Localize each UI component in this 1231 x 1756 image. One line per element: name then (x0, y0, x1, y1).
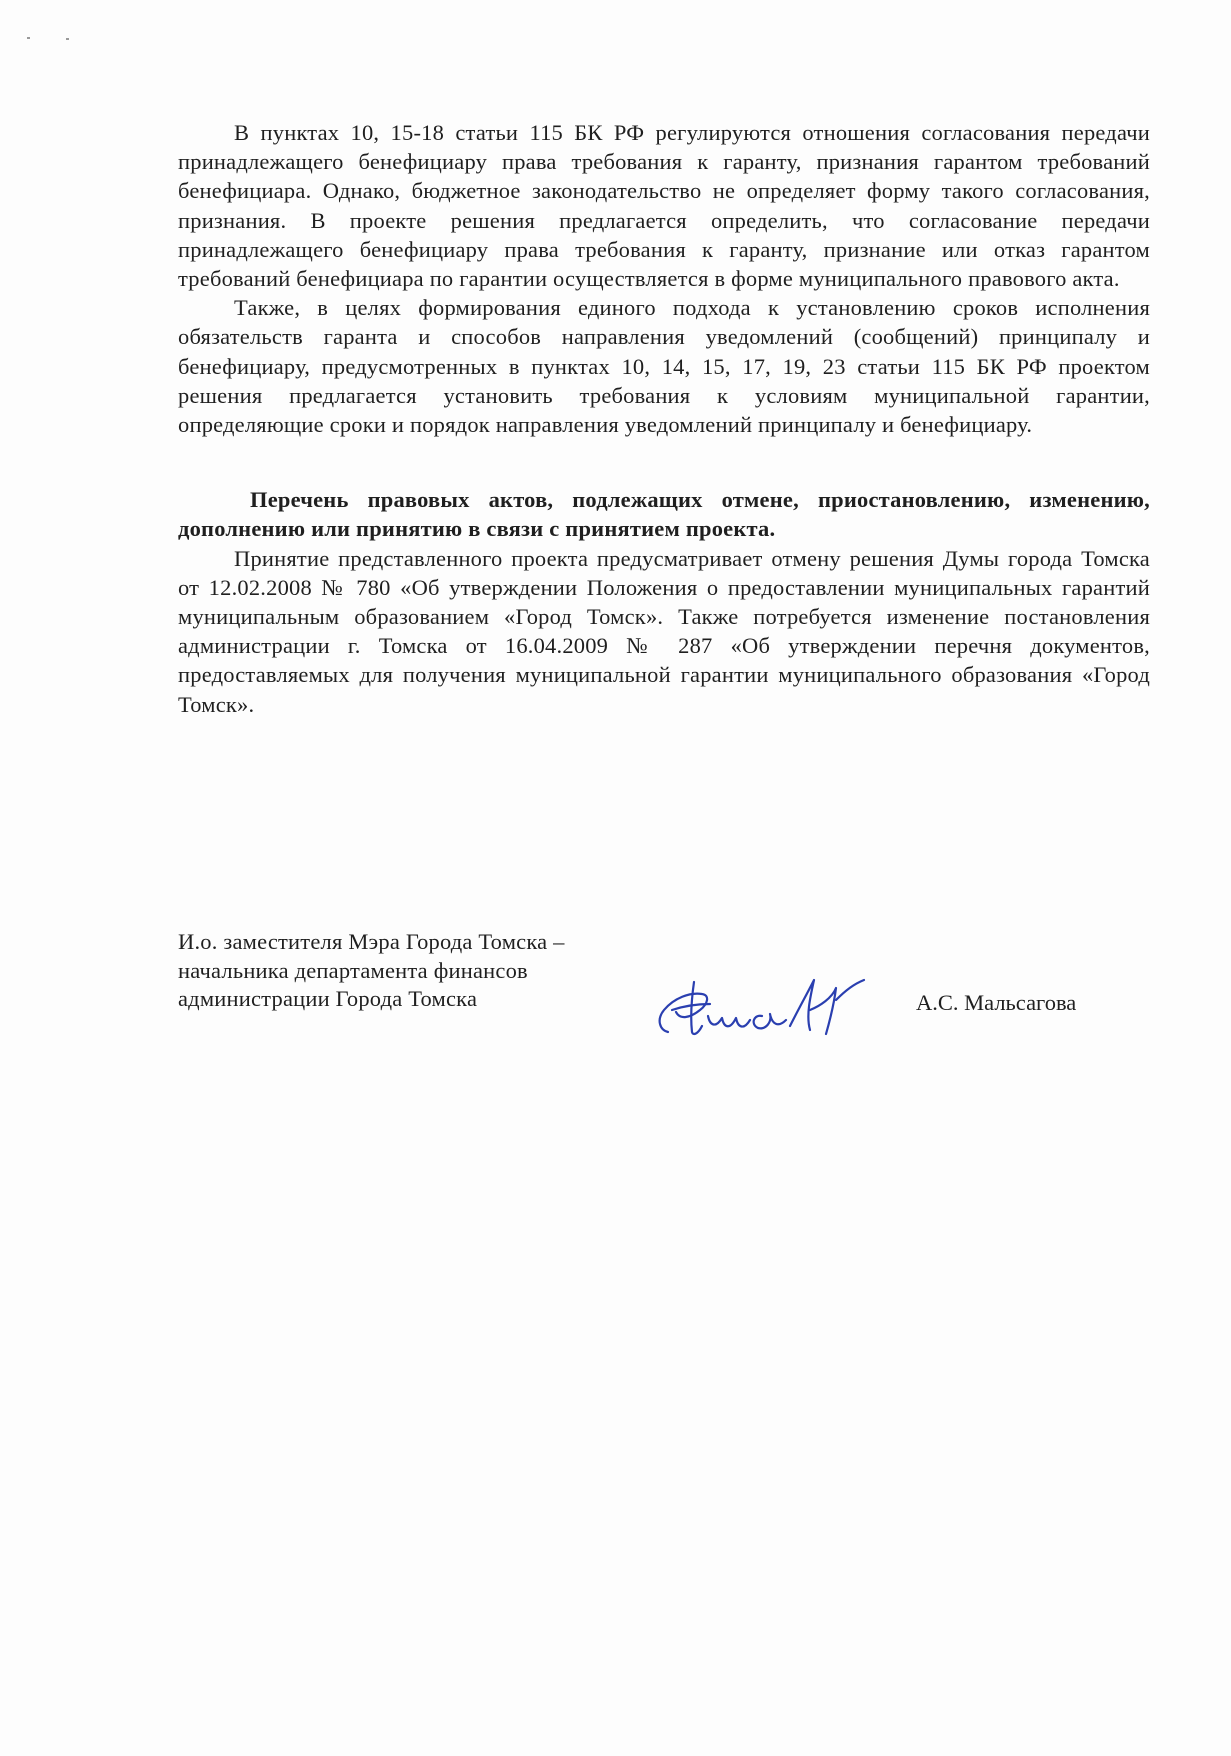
paragraph-acts-to-cancel: Принятие представленного проекта предусматривает отмену решения Думы города Томска от 12.02.2008 № 780 «Об утверждении Положения о предоставлении муниципальных гарантий муниципальным образованием «Город Томск». Также потребуется изменение постановления администрации г. Томска от 16.04.2009 № 287 «Об утверждении перечня документов, предоставляемых для получения муниципальной гарантии муниципального образования «Город Томск». (178, 545, 1150, 717)
paragraph-deadlines: Также, в целях формирования единого подхода к установлению сроков исполнения обязательств гаранта и способов направления уведомлений (сообщений) принципалу и бенефициару, предусмотренных в пунктах 10, 14, 15, 17, 19, 23 статьи 115 БК РФ проектом решения предлагается установить требования к условиям муниципальной гарантии, определяющие сроки и порядок направления уведомлений принципалу и бенефициару. (178, 295, 1150, 438)
position-line: администрации Города Томска (178, 986, 478, 1011)
signatory-position (178, 928, 565, 1014)
position-line: И.о. заместителя Мэра Города Томска – (178, 929, 565, 954)
section-heading: Перечень правовых актов, подлежащих отмене, приостановлению, изменению, дополнению или принятию в связи с принятием проекта. (178, 487, 1150, 542)
paragraph-guarantee-agreement: В пунктах 10, 15-18 статьи 115 БК РФ регулируются отношения согласования передачи принадлежащего бенефициару права требования к гаранту, признания гарантом требований бенефициара. Однако, бюджетное законодательство не определяет форму такого согласования, признания. В проекте решения предлагается определить, что согласование передачи принадлежащего бенефициару права требования к гаранту, признание или отказ гарантом требований бенефициара по гарантии осуществляется в форме муниципального правового акта. (178, 120, 1150, 292)
position-line: начальника департамента финансов (178, 957, 528, 983)
scan-speck (27, 37, 30, 39)
scan-speck (66, 38, 69, 40)
signatory-name: А.С. Мальсагова (916, 990, 1077, 1015)
document-body (178, 118, 1150, 719)
handwritten-signature (650, 970, 900, 1045)
